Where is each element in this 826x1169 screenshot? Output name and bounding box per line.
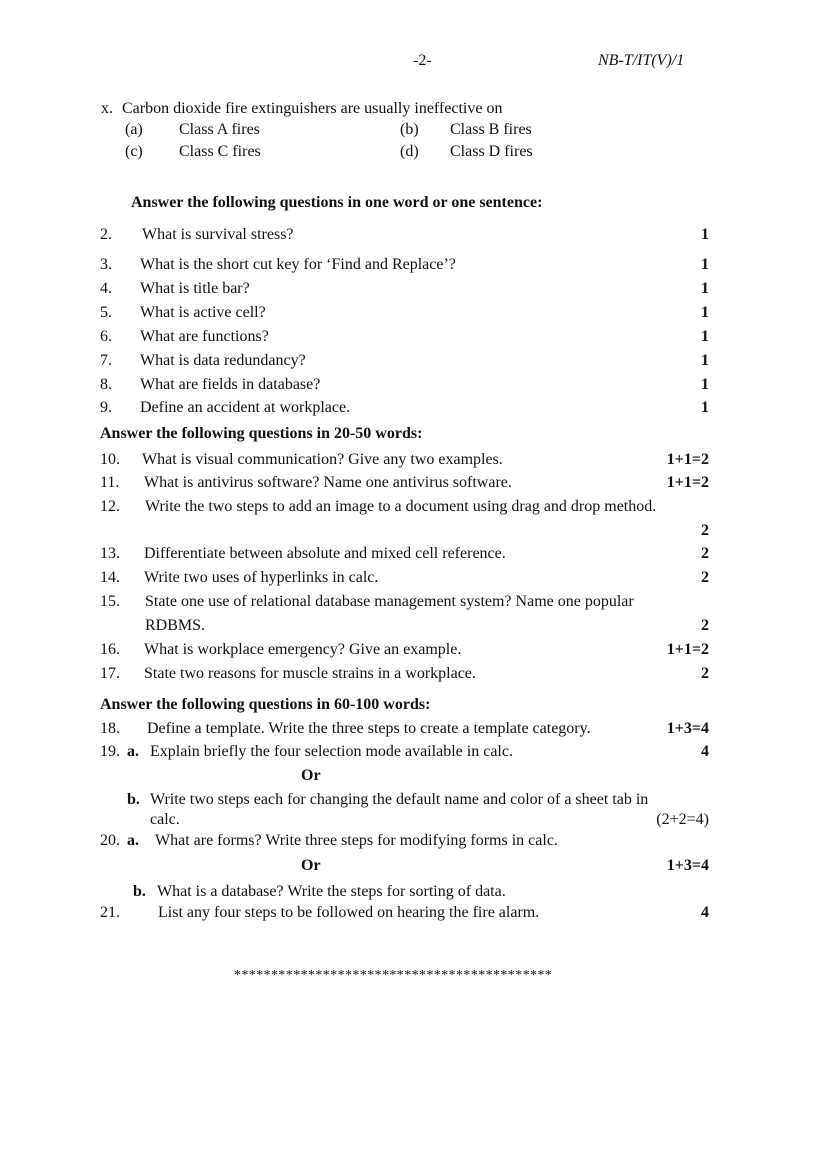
question-text: Write the two steps to add an image to a document using drag and drop method.	[145, 498, 657, 515]
question-text: What is workplace emergency? Give an example.	[144, 641, 462, 658]
question-marks: 4	[701, 743, 709, 760]
question-text: What is antivirus software? Name one antivirus software.	[144, 474, 512, 491]
question-text: Differentiate between absolute and mixed cell reference.	[144, 545, 506, 562]
section-heading-long: Answer the following questions in 60-100 words:	[100, 696, 431, 713]
paper-code: NB-T/IT(V)/1	[598, 52, 685, 69]
question-number: 3.	[100, 256, 112, 273]
question-number: 20.	[100, 832, 120, 849]
question-text: What is active cell?	[140, 304, 266, 321]
question-number: 5.	[100, 304, 112, 321]
question-number: 6.	[100, 328, 112, 345]
question-marks: 2	[701, 665, 709, 682]
page-number: -2-	[413, 52, 432, 69]
question-number: 12.	[100, 498, 120, 515]
question-marks: 1	[701, 399, 709, 416]
question-text: What are functions?	[140, 328, 269, 345]
question-text: List any four steps to be followed on hearing the fire alarm.	[158, 904, 540, 921]
question-number: 7.	[100, 352, 112, 369]
question-number: 14.	[100, 569, 120, 586]
question-marks: 1+1=2	[666, 474, 709, 491]
section-heading-short: Answer the following questions in 20-50 words:	[100, 425, 423, 442]
question-part-label: b.	[133, 883, 146, 900]
option-label: (a)	[125, 121, 143, 138]
question-number: 8.	[100, 376, 112, 393]
question-number: 16.	[100, 641, 120, 658]
question-part-label: b.	[127, 791, 140, 808]
question-number: x.	[101, 100, 113, 117]
question-number: 17.	[100, 665, 120, 682]
question-text: Explain briefly the four selection mode available in calc.	[150, 743, 513, 760]
question-marks: 1	[701, 352, 709, 369]
question-marks: 1+3=4	[666, 857, 709, 874]
question-marks: 1+1=2	[666, 451, 709, 468]
option-label: (d)	[400, 143, 419, 160]
end-separator: *******************************************	[234, 968, 553, 983]
question-text: What is visual communication? Give any two examples.	[142, 451, 503, 468]
question-part-label: a.	[127, 832, 139, 849]
question-text: What is survival stress?	[142, 226, 294, 243]
question-marks: 1	[701, 304, 709, 321]
question-marks: 2	[701, 545, 709, 562]
question-marks: 2	[701, 522, 709, 539]
question-number: 21.	[100, 904, 120, 921]
option-label: (c)	[125, 143, 143, 160]
question-marks: 4	[701, 904, 709, 921]
option-text: Class B fires	[450, 121, 532, 138]
question-number: 15.	[100, 593, 120, 610]
question-marks: (2+2=4)	[656, 811, 709, 828]
question-number: 4.	[100, 280, 112, 297]
question-text: What is title bar?	[140, 280, 250, 297]
question-number: 10.	[100, 451, 120, 468]
question-text: What is data redundancy?	[140, 352, 306, 369]
question-marks: 2	[701, 617, 709, 634]
question-number: 9.	[100, 399, 112, 416]
question-text: Write two uses of hyperlinks in calc.	[144, 569, 379, 586]
option-text: Class C fires	[179, 143, 261, 160]
question-text: What is a database? Write the steps for sorting of data.	[157, 883, 506, 900]
section-heading-one-word: Answer the following questions in one word or one sentence:	[131, 194, 543, 211]
option-text: Class D fires	[450, 143, 533, 160]
question-text-continued: RDBMS.	[145, 617, 206, 634]
option-label: (b)	[400, 121, 419, 138]
or-separator: Or	[301, 857, 321, 874]
question-marks: 1	[701, 280, 709, 297]
question-text: Carbon dioxide fire extinguishers are usually ineffective on	[122, 100, 503, 117]
question-marks: 1	[701, 226, 709, 243]
question-text: What are fields in database?	[140, 376, 321, 393]
question-number: 13.	[100, 545, 120, 562]
question-text: State two reasons for muscle strains in a workplace.	[144, 665, 476, 682]
question-number: 2.	[100, 226, 112, 243]
question-text-continued: calc.	[150, 811, 180, 828]
question-text: State one use of relational database management system? Name one popular	[145, 593, 634, 610]
question-text: Write two steps each for changing the default name and color of a sheet tab in	[150, 791, 649, 808]
question-marks: 1	[701, 256, 709, 273]
question-marks: 1+3=4	[666, 720, 709, 737]
question-marks: 1	[701, 328, 709, 345]
question-marks: 2	[701, 569, 709, 586]
question-number: 19.	[100, 743, 120, 760]
option-text: Class A fires	[179, 121, 260, 138]
question-text: Define an accident at workplace.	[140, 399, 351, 416]
question-number: 11.	[100, 474, 120, 491]
or-separator: Or	[301, 767, 321, 784]
question-text: What are forms? Write three steps for modifying forms in calc.	[155, 832, 558, 849]
question-marks: 1+1=2	[666, 641, 709, 658]
question-number: 18.	[100, 720, 120, 737]
question-text: Define a template. Write the three steps to create a template category.	[147, 720, 591, 737]
question-part-label: a.	[127, 743, 139, 760]
question-text: What is the short cut key for ‘Find and Replace’?	[140, 256, 456, 273]
question-marks: 1	[701, 376, 709, 393]
